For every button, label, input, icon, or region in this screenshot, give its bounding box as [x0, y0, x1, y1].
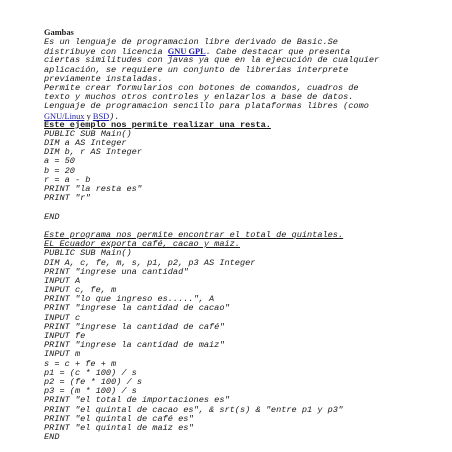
code-line: PUBLIC SUB Main()	[44, 248, 132, 259]
document-page	[44, 28, 444, 442]
code-line: PRINT "ingrese la cantidad de cacao"	[44, 303, 230, 314]
code-line: INPUT fe	[44, 331, 86, 341]
example1-code	[44, 130, 444, 222]
code-line: a = 50	[44, 156, 75, 167]
code-line: PRINT "el quintal de cacao es", & srt(s) & "entre p1 y p3"	[44, 404, 344, 415]
intro-line: previamente instaladas.	[44, 73, 163, 84]
example1-heading: Este ejemplo nos permite realizar una resta.	[44, 119, 271, 130]
code-line: PUBLIC SUB Main()	[44, 128, 132, 139]
code-line: PRINT "la resta es"	[44, 184, 142, 194]
example2-subheading: EL Ecuador exporta café, cacao y maiz.	[44, 239, 240, 250]
bsd-link[interactable]: BSD	[92, 111, 110, 121]
code-line: END	[44, 432, 60, 443]
code-line: DIM A, c, fe, m, s, p1, p2, p3 AS Integer	[44, 257, 256, 268]
gnu-gpl-link[interactable]: GNU GPL	[167, 47, 206, 57]
code-line: p3 = (m * 100) / s	[44, 386, 137, 397]
code-line: PRINT "el quintal de maiz es"	[44, 422, 194, 433]
intro-line: Permite crear formularios con botones de comandos, cuadros de	[44, 82, 359, 93]
code-line: b = 20	[44, 165, 75, 176]
code-line: r = a - b	[44, 174, 91, 185]
code-line: DIM b, r AS Integer	[44, 147, 142, 158]
code-line: DIM a AS Integer	[44, 138, 127, 149]
code-line: PRINT "ingrese la cantidad de café"	[44, 321, 225, 332]
code-line: p2 = (fe * 100) / s	[44, 376, 142, 387]
intro-line: Es un lenguaje de programacion libre derivado de Basic.Se	[44, 37, 338, 47]
code-line: INPUT c, fe, m	[44, 285, 117, 296]
example2-heading: Este programa nos permite encontrar el total de quintales.	[44, 229, 344, 240]
code-line: INPUT c	[44, 312, 81, 323]
intro-line: GNU/Linux y BSD).	[44, 111, 120, 122]
intro-line: ciertas similitudes con javas ya que en la ejecución de cualquier	[44, 55, 380, 66]
code-line: s = c + fe + m	[44, 358, 117, 369]
code-line: INPUT m	[44, 349, 81, 360]
doc-title: Gambas	[44, 28, 74, 37]
intro-line: aplicación, se requiere un conjunto de librerias interprete	[44, 64, 349, 75]
code-line: PRINT "ingrese una cantidad"	[44, 266, 189, 277]
code-line: INPUT A	[44, 275, 81, 286]
gnu-linux-link[interactable]: GNU/Linux	[44, 111, 85, 121]
code-line: PRINT "ingrese la cantidad de maiz"	[44, 340, 225, 351]
code-line: END	[44, 211, 60, 222]
example2-code	[44, 249, 444, 442]
code-line: p1 = (c * 100) / s	[44, 367, 137, 378]
code-line	[44, 203, 444, 212]
code-line: PRINT "r"	[44, 193, 91, 204]
code-line: PRINT "el quintal de café es"	[44, 413, 194, 424]
code-line: PRINT "lo que ingreso es.....", A	[44, 294, 215, 305]
intro-line: distribuye con licencia GNU GPL. Cabe destacar que presenta	[44, 47, 351, 58]
intro-line: Lenguaje de programacion sencillo para plataformas libres (como	[44, 101, 369, 112]
code-line: PRINT "el total de importaciones es"	[44, 395, 230, 406]
intro-line: texto y muchos otros controles y enlazarlos a base de datos.	[44, 92, 354, 103]
intro-paragraph	[44, 38, 444, 121]
